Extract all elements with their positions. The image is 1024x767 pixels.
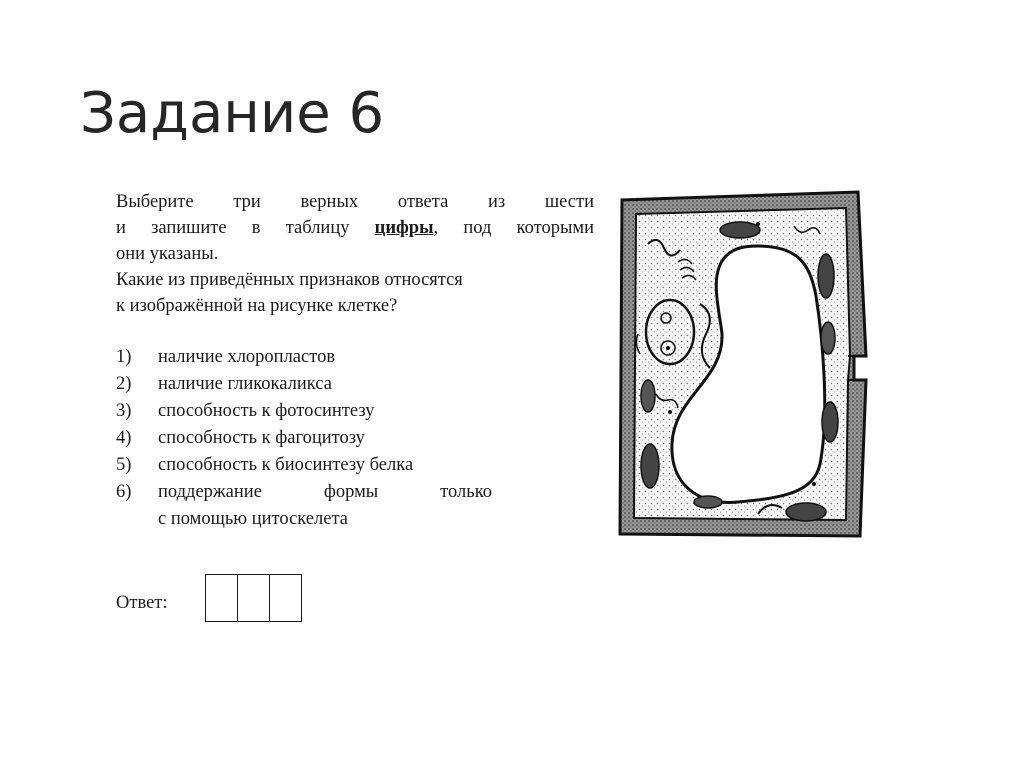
answer-options — [116, 344, 492, 533]
option-number: 5) — [116, 455, 132, 475]
answer-grid — [205, 574, 302, 622]
instruction-line-2-suffix: , под которыми — [433, 218, 594, 238]
instruction-line-3: они указаны. — [116, 244, 219, 264]
option-number: 1) — [116, 347, 132, 367]
plant-cell-drawing — [608, 184, 873, 554]
option-text: наличие гликокаликса — [158, 374, 332, 394]
option-1 — [116, 344, 492, 371]
option-text-line-2: с помощью цитоскелета — [158, 509, 348, 529]
task-instructions — [116, 189, 594, 319]
option-text: наличие хлоропластов — [158, 347, 336, 367]
instruction-line-2-prefix: и запишите в таблицу — [116, 218, 375, 238]
option-number: 3) — [116, 401, 132, 421]
option-number: 2) — [116, 374, 132, 394]
option-number: 4) — [116, 428, 132, 448]
option-text: способность к биосинтезу белка — [158, 455, 414, 475]
question-line-2: к изображённой на рисунке клетке? — [116, 296, 398, 316]
option-text — [158, 479, 492, 533]
answer-cell-1[interactable] — [206, 575, 238, 621]
slide-title: Задание 6 — [80, 81, 385, 146]
option-4 — [116, 425, 492, 452]
keyword-tsifry: цифры — [374, 218, 434, 238]
answer-label: Ответ: — [116, 593, 168, 613]
option-3 — [116, 398, 492, 425]
option-5 — [116, 452, 492, 479]
option-text: способность к фотосинтезу — [158, 401, 375, 421]
option-2 — [116, 371, 492, 398]
option-text: способность к фагоцитозу — [158, 428, 365, 448]
option-6 — [116, 479, 492, 533]
answer-cell-3[interactable] — [270, 575, 301, 621]
option-text-line-1: поддержание формы только — [158, 482, 492, 502]
instruction-line-1: Выберите три верных ответа из шести — [116, 192, 594, 212]
answer-cell-2[interactable] — [238, 575, 270, 621]
option-number: 6) — [116, 482, 132, 502]
question-line-1: Какие из приведённых признаков относятся — [116, 270, 463, 290]
instruction-line-2 — [116, 215, 594, 241]
